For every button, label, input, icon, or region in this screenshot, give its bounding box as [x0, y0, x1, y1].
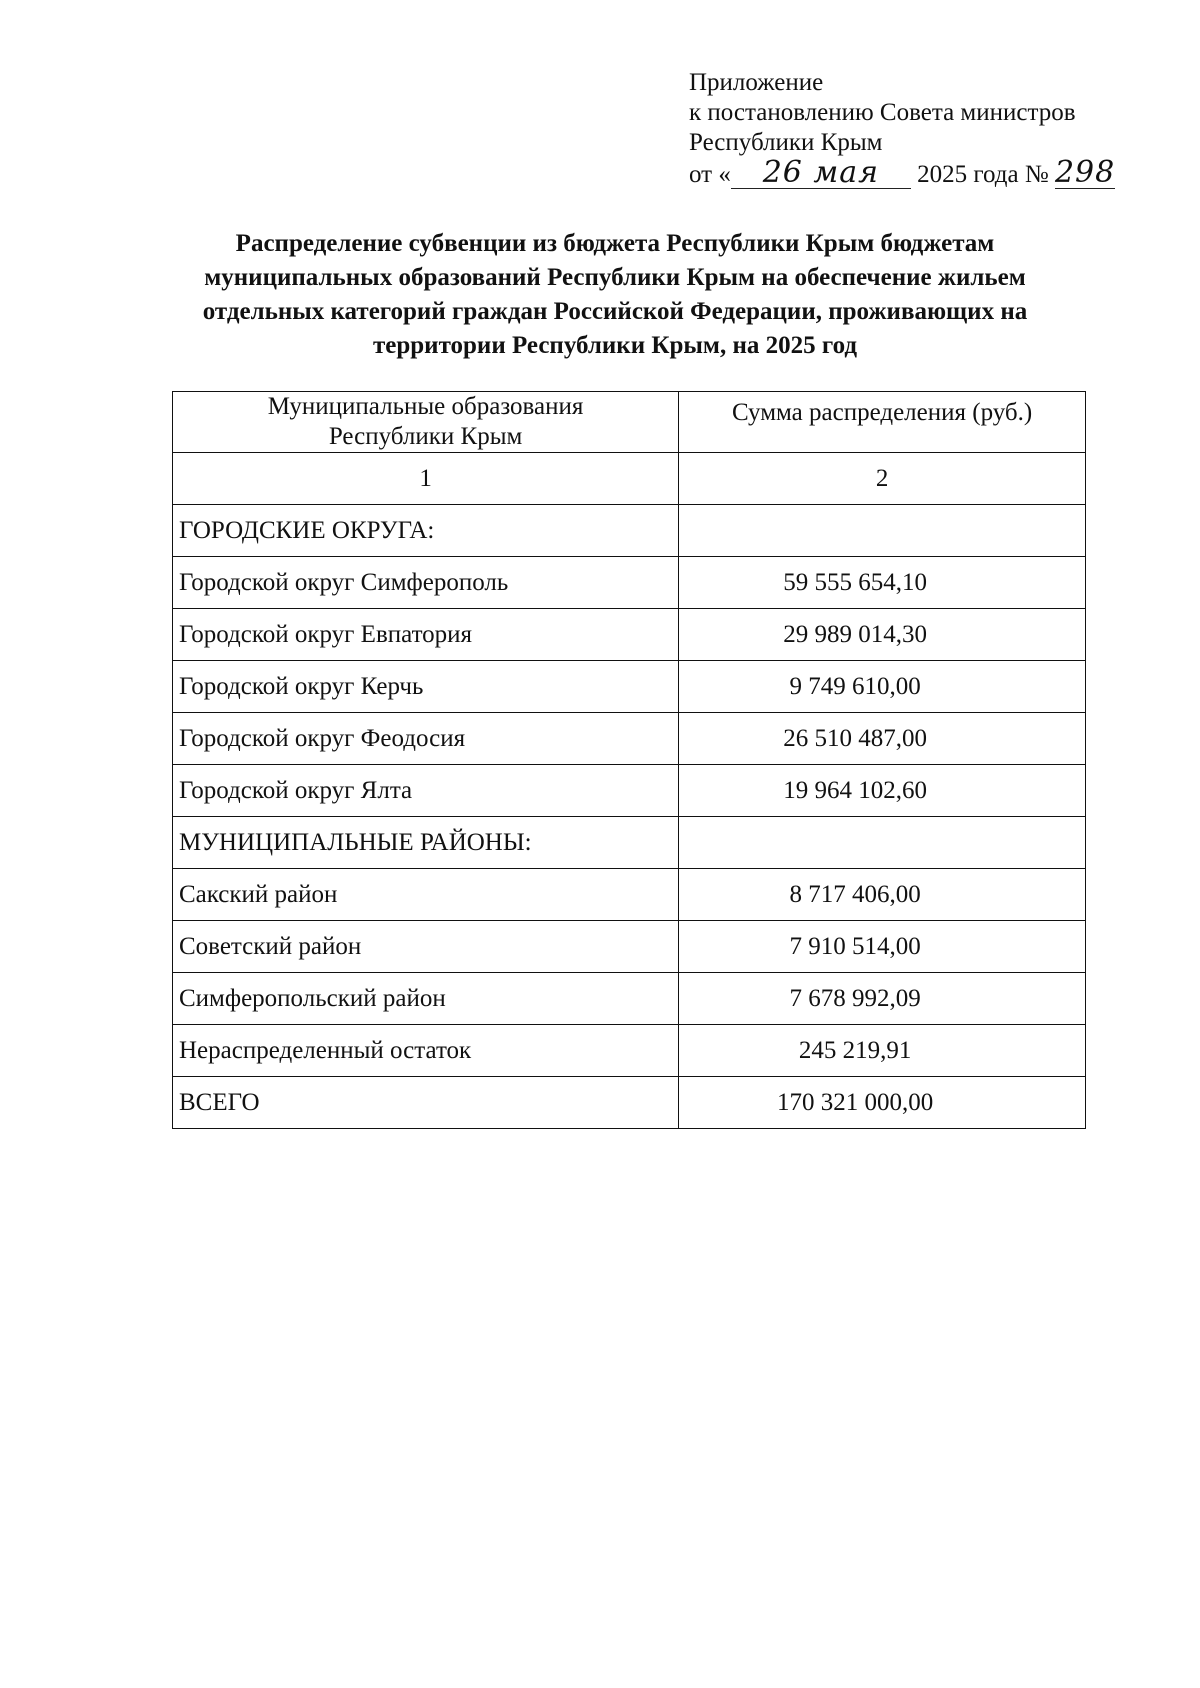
table-row — [173, 609, 1086, 661]
header-municipalities — [173, 392, 679, 453]
row-name: Городской округ Евпатория — [173, 609, 679, 661]
row-name: Сакский район — [173, 869, 679, 921]
row-name: ГОРОДСКИЕ ОКРУГА: — [173, 505, 679, 557]
column-number-2: 2 — [679, 453, 1086, 505]
table-header-row — [173, 392, 1086, 453]
title-line-4: территории Республики Крым, на 2025 год — [372, 332, 858, 359]
title-line-2: муниципальных образований Республики Крым на обеспечение жильем — [204, 264, 1026, 291]
year-text: 2025 года № — [917, 161, 1049, 188]
title-line-1: Распределение субвенции из бюджета Республики Крым бюджетам — [235, 230, 995, 257]
row-amount: 9 749 610,00 — [679, 661, 1086, 713]
row-amount: 59 555 654,10 — [679, 557, 1086, 609]
row-name: Городской округ Ялта — [173, 765, 679, 817]
appendix-label: Приложение — [689, 69, 824, 96]
table-row — [173, 765, 1086, 817]
row-amount: 245 219,91 — [679, 1025, 1086, 1077]
row-amount — [679, 505, 1086, 557]
row-name: Городской округ Феодосия — [173, 713, 679, 765]
row-name: Советский район — [173, 921, 679, 973]
handwritten-date: 26 мая — [731, 158, 911, 189]
header-col1-line2: Республики Крым — [328, 423, 523, 450]
row-name: Нераспределенный остаток — [173, 1025, 679, 1077]
row-name: Симферопольский район — [173, 973, 679, 1025]
table-row — [173, 557, 1086, 609]
distribution-table — [172, 391, 1086, 1129]
table-row — [173, 869, 1086, 921]
row-amount: 19 964 102,60 — [679, 765, 1086, 817]
row-amount: 170 321 000,00 — [679, 1077, 1086, 1129]
handwritten-number: 298 — [1054, 155, 1116, 190]
table-row — [173, 1077, 1086, 1129]
header-col1-line1: Муниципальные образования — [267, 393, 584, 420]
column-number-1: 1 — [173, 453, 679, 505]
document-title — [150, 227, 1080, 363]
appendix-republic: Республики Крым — [689, 129, 883, 156]
row-amount: 7 910 514,00 — [679, 921, 1086, 973]
table-row — [173, 713, 1086, 765]
row-amount: 8 717 406,00 — [679, 869, 1086, 921]
row-amount — [679, 817, 1086, 869]
appendix-header — [689, 68, 1115, 190]
appendix-date-line — [689, 155, 1116, 190]
date-prefix: от « — [689, 161, 731, 188]
table-row — [173, 817, 1086, 869]
table-row — [173, 973, 1086, 1025]
row-name: МУНИЦИПАЛЬНЫЕ РАЙОНЫ: — [173, 817, 679, 869]
row-amount: 29 989 014,30 — [679, 609, 1086, 661]
row-name: ВСЕГО — [173, 1077, 679, 1129]
appendix-resolution: к постановлению Совета министров — [689, 99, 1076, 126]
table-row — [173, 1025, 1086, 1077]
header-amount: Сумма распределения (руб.) — [679, 392, 1086, 453]
table-row — [173, 921, 1086, 973]
row-name: Городской округ Керчь — [173, 661, 679, 713]
title-line-3: отдельных категорий граждан Российской Федерации, проживающих на — [202, 298, 1028, 325]
row-amount: 26 510 487,00 — [679, 713, 1086, 765]
table-row — [173, 505, 1086, 557]
row-amount: 7 678 992,09 — [679, 973, 1086, 1025]
column-number-row — [173, 453, 1086, 505]
table-row — [173, 661, 1086, 713]
row-name: Городской округ Симферополь — [173, 557, 679, 609]
